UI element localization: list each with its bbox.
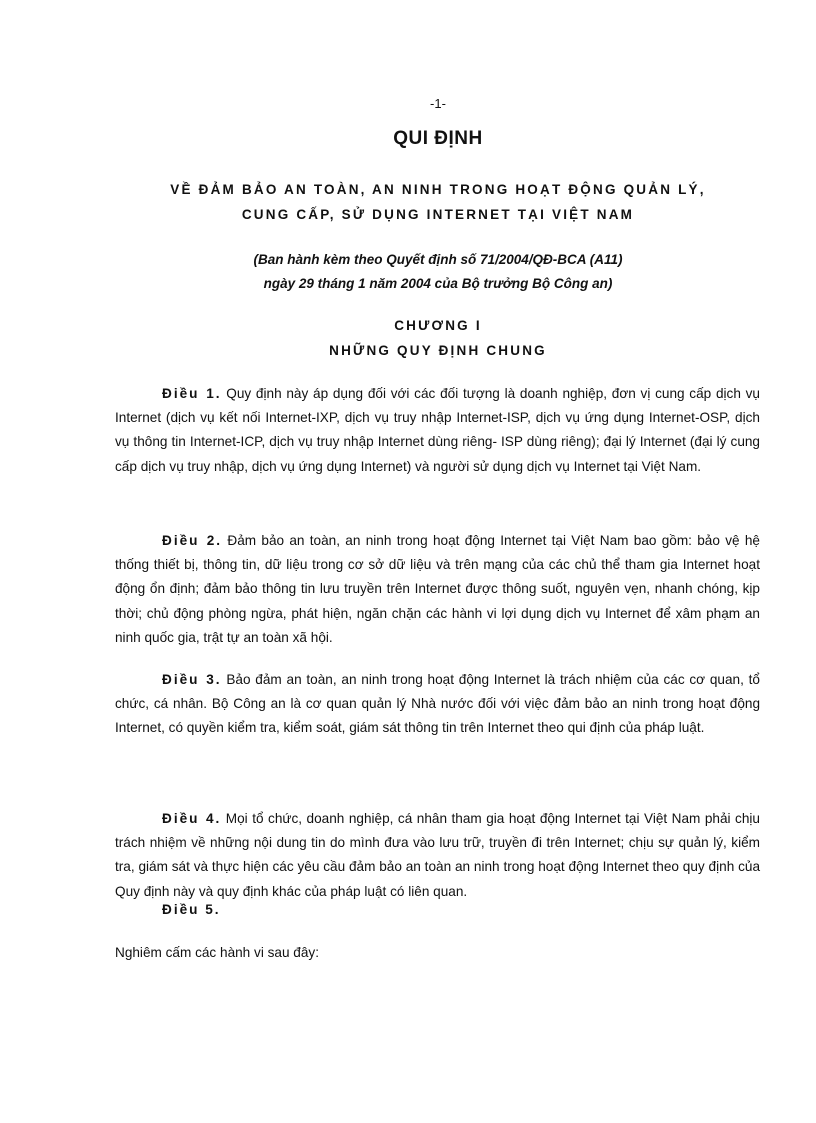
- article-3: [115, 668, 760, 741]
- article-text: Bảo đảm an toàn, an ninh trong hoạt động Internet là trách nhiệm của các cơ quan, tổ chức, cá nhân. Bộ Công an là cơ quan quản lý Nhà nước đối với việc đảm bảo an ninh trong hoạt động Internet, có quyền kiểm tra, kiểm soát, giám sát thông tin trên Internet theo qui định của pháp luật.: [115, 672, 760, 736]
- page-number: -1-: [430, 96, 446, 111]
- article-2: [115, 529, 760, 650]
- article-text: Đảm bảo an toàn, an ninh trong hoạt động Internet tại Việt Nam bao gồm: bảo vệ hệ thống thiết bị, thông tin, dữ liệu trong cơ sở dữ liệu và trên mạng của các chủ thể tham gia Internet hoạt động ổn định; đảm bảo thông tin lưu truyền trên Internet được thông suốt, nguyên vẹn, nhanh chóng, kịp thời; chủ động phòng ngừa, phát hiện, ngăn chặn các hành vi lợi dụng dịch vụ Internet để xâm phạm an ninh quốc gia, trật tự an toàn xã hội.: [115, 533, 760, 645]
- issued-note-line-1: (Ban hành kèm theo Quyết định số 71/2004/QĐ-BCA (A11): [253, 252, 623, 267]
- article-label: Điều 1.: [162, 386, 222, 401]
- document-title: QUI ĐỊNH: [393, 128, 483, 149]
- prohibited-acts-intro: Nghiêm cấm các hành vi sau đây:: [115, 945, 320, 960]
- article-label: Điều 3.: [162, 672, 222, 687]
- article-1: [115, 382, 760, 479]
- chapter-name: NHỮNG QUY ĐỊNH CHUNG: [329, 343, 547, 358]
- article-label: Điều 4.: [162, 811, 222, 826]
- issued-note-line-2: ngày 29 tháng 1 năm 2004 của Bộ trưởng Bộ Công an): [263, 276, 613, 291]
- article-label: Điều 2.: [162, 533, 223, 548]
- article-label: Điều 5.: [162, 902, 221, 917]
- article-4: [115, 807, 760, 904]
- article-text: Mọi tổ chức, doanh nghiệp, cá nhân tham gia hoạt động Internet tại Việt Nam phải chịu trách nhiệm về những nội dung tin do mình đưa vào lưu trữ, truyền đi trên Internet; chịu sự quản lý, kiểm tra, giám sát và thực hiện các yêu cầu đảm bảo an toàn an ninh trong hoạt động Internet theo quy định của Quy định này và quy định khác của pháp luật có liên quan.: [115, 811, 760, 899]
- chapter-number: CHƯƠNG I: [394, 318, 482, 333]
- subtitle-line-1: VỀ ĐẢM BẢO AN TOÀN, AN NINH TRONG HOẠT ĐỘNG QUẢN LÝ,: [170, 182, 706, 197]
- article-5: [115, 898, 760, 922]
- article-text: Quy định này áp dụng đối với các đối tượng là doanh nghiệp, đơn vị cung cấp dịch vụ Internet (dịch vụ kết nối Internet-IXP, dịch vụ truy nhập Internet-ISP, dịch vụ ứng dụng Internet-OSP, dịch vụ thông tin Internet-ICP, dịch vụ truy nhập Internet dùng riêng- ISP dùng riêng); đại lý Internet (đại lý cung cấp dịch vụ truy nhập, dịch vụ ứng dụng Internet) và người sử dụng dịch vụ Internet tại Việt Nam.: [115, 386, 760, 474]
- subtitle-line-2: CUNG CẤP, SỬ DỤNG INTERNET TẠI VIỆT NAM: [241, 207, 635, 222]
